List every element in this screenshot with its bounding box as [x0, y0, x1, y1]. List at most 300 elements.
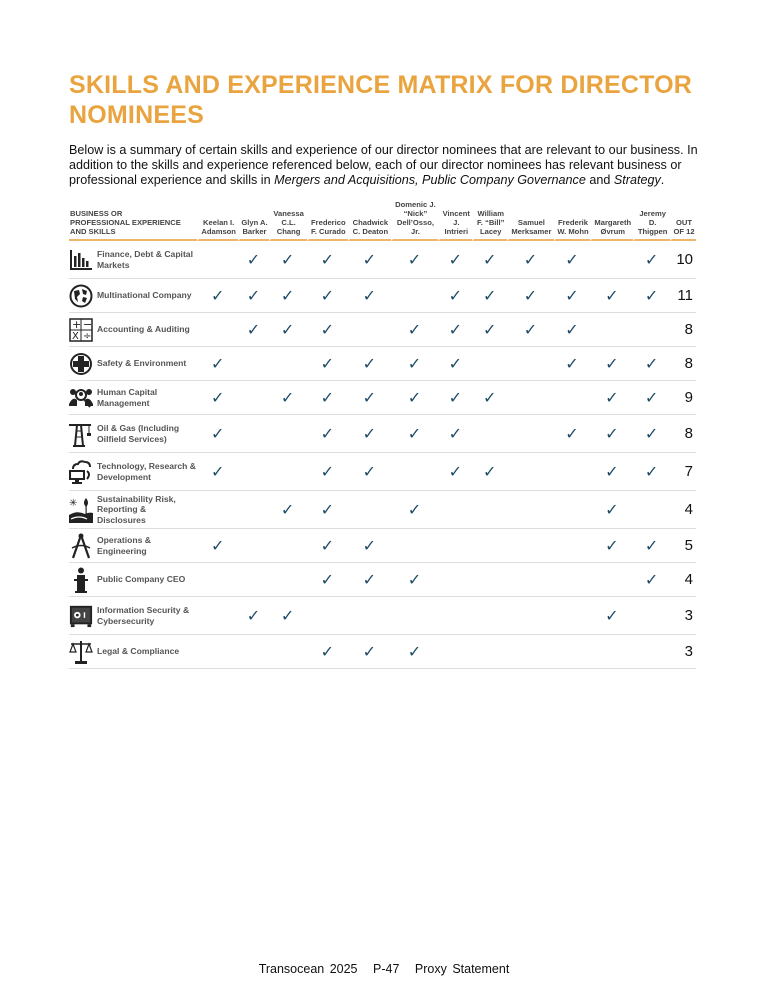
check-cell — [438, 279, 472, 313]
checkmark-icon: ✓ — [407, 425, 422, 443]
intro-text: . — [660, 173, 665, 187]
checkmark-icon: ✓ — [644, 537, 659, 555]
skill-total: 8 — [670, 415, 696, 453]
check-cell — [238, 635, 268, 669]
check-cell — [554, 453, 591, 491]
checkmark-icon: ✓ — [210, 425, 225, 443]
director-column-header: Domenic J. “Nick” Dell’Osso, Jr. — [391, 200, 439, 241]
skill-cell — [69, 313, 197, 347]
checkmark-icon: ✓ — [605, 463, 619, 481]
check-cell — [348, 381, 391, 415]
check-cell — [307, 491, 349, 529]
skill-total: 8 — [670, 313, 696, 347]
skill-total: 10 — [670, 241, 696, 279]
oil-derrick-icon — [69, 421, 93, 447]
checkmark-icon: ✓ — [280, 251, 295, 269]
checkmark-icon: ✓ — [280, 607, 295, 625]
check-cell — [472, 529, 507, 563]
check-cell — [348, 279, 391, 313]
check-cell — [391, 241, 439, 279]
check-cell — [507, 563, 553, 597]
check-cell — [472, 491, 507, 529]
skill-total: 8 — [670, 347, 696, 381]
skill-total: 4 — [670, 563, 696, 597]
skill-cell — [69, 529, 197, 563]
skill-cell — [69, 597, 197, 635]
checkmark-icon: ✓ — [320, 643, 335, 661]
checkmark-icon: ✓ — [448, 321, 462, 339]
checkmark-icon: ✓ — [362, 425, 377, 443]
checkmark-icon: ✓ — [320, 571, 335, 589]
director-column-header: Glyn A. Barker — [238, 200, 268, 241]
checkmark-icon: ✓ — [246, 251, 261, 269]
skill-label: Technology, Research & Development — [97, 461, 197, 482]
check-cell — [633, 279, 670, 313]
svg-text:−: − — [83, 317, 93, 331]
checkmark-icon: ✓ — [280, 389, 295, 407]
check-cell — [633, 529, 670, 563]
check-cell — [269, 563, 307, 597]
skill-cell — [69, 491, 197, 529]
table-row — [69, 491, 696, 529]
intro-text: and — [585, 173, 614, 187]
cloud-computer-icon — [69, 459, 93, 485]
director-column-header: Keelan I. Adamson — [197, 200, 238, 241]
checkmark-icon: ✓ — [644, 571, 659, 589]
checkmark-icon: ✓ — [644, 251, 659, 269]
check-cell — [507, 279, 553, 313]
table-row — [69, 453, 696, 491]
checkmark-icon: ✓ — [644, 355, 659, 373]
checkmark-icon: ✓ — [362, 537, 377, 555]
check-cell — [348, 529, 391, 563]
check-cell — [438, 597, 472, 635]
check-cell — [307, 313, 349, 347]
checkmark-icon: ✓ — [483, 463, 497, 481]
table-row — [69, 279, 696, 313]
check-cell — [197, 491, 238, 529]
checkmark-icon: ✓ — [448, 425, 462, 443]
check-cell — [472, 415, 507, 453]
landscape-sun-icon — [69, 497, 93, 523]
checkmark-icon: ✓ — [210, 355, 225, 373]
check-cell — [238, 529, 268, 563]
check-cell — [197, 381, 238, 415]
skills-matrix-table — [69, 200, 696, 669]
checkmark-icon: ✓ — [605, 389, 619, 407]
checkmark-icon: ✓ — [362, 355, 377, 373]
check-cell — [507, 313, 553, 347]
checkmark-icon: ✓ — [210, 287, 225, 305]
check-cell — [590, 453, 633, 491]
checkmark-icon: ✓ — [605, 607, 619, 625]
checkmark-icon: ✓ — [320, 321, 335, 339]
check-cell — [590, 347, 633, 381]
check-cell — [472, 597, 507, 635]
check-cell — [438, 491, 472, 529]
check-cell — [633, 597, 670, 635]
check-cell — [391, 453, 439, 491]
check-cell — [238, 491, 268, 529]
check-cell — [238, 381, 268, 415]
intro-text: Below is a summary of certain skills and experience of our director nominees that are relevant to our business. In addition to the skills and experience referenced below, each of our director nominees has relevant business or professional experience and skills in — [69, 143, 698, 187]
check-cell — [348, 597, 391, 635]
check-cell — [633, 381, 670, 415]
check-cell — [472, 381, 507, 415]
checkmark-icon: ✓ — [448, 463, 462, 481]
checkmark-icon: ✓ — [644, 287, 659, 305]
skill-label: Human Capital Management — [97, 387, 158, 408]
check-cell — [507, 453, 553, 491]
check-cell — [391, 415, 439, 453]
checkmark-icon: ✓ — [210, 389, 225, 407]
skill-total: 3 — [670, 635, 696, 669]
check-cell — [507, 635, 553, 669]
skill-label: Public Company CEO — [97, 574, 186, 585]
check-cell — [507, 381, 553, 415]
checkmark-icon: ✓ — [565, 321, 579, 339]
check-cell — [307, 529, 349, 563]
check-cell — [438, 635, 472, 669]
check-cell — [633, 453, 670, 491]
check-cell — [348, 453, 391, 491]
checkmark-icon: ✓ — [362, 251, 377, 269]
check-cell — [197, 241, 238, 279]
skill-label: Accounting & Auditing — [97, 324, 190, 335]
checkmark-icon: ✓ — [362, 571, 377, 589]
checkmark-icon: ✓ — [644, 425, 659, 443]
check-cell — [554, 491, 591, 529]
skill-column-header: BUSINESS OR PROFESSIONAL EXPERIENCE AND SKILLS — [69, 200, 197, 241]
check-cell — [554, 241, 591, 279]
checkmark-icon: ✓ — [483, 321, 497, 339]
checkmark-icon: ✓ — [407, 389, 422, 407]
intro-italic-strategy: Strategy — [613, 173, 661, 187]
check-cell — [391, 279, 439, 313]
checkmark-icon: ✓ — [605, 425, 619, 443]
table-row — [69, 347, 696, 381]
check-cell — [438, 313, 472, 347]
check-cell — [238, 347, 268, 381]
checkmark-icon: ✓ — [407, 355, 422, 373]
skill-total: 4 — [670, 491, 696, 529]
check-cell — [438, 415, 472, 453]
skill-cell — [69, 453, 197, 491]
check-cell — [238, 453, 268, 491]
check-cell — [269, 241, 307, 279]
checkmark-icon: ✓ — [605, 501, 619, 519]
check-cell — [472, 279, 507, 313]
check-cell — [197, 635, 238, 669]
svg-text:X: X — [72, 330, 79, 342]
check-cell — [197, 597, 238, 635]
check-cell — [507, 241, 553, 279]
footer-company: Transocean 2025 — [258, 962, 358, 976]
check-cell — [197, 313, 238, 347]
checkmark-icon: ✓ — [407, 321, 422, 339]
checkmark-icon: ✓ — [320, 355, 335, 373]
check-cell — [507, 491, 553, 529]
checkmark-icon: ✓ — [407, 643, 422, 661]
checkmark-icon: ✓ — [280, 287, 295, 305]
footer-document: Proxy Statement — [414, 962, 510, 976]
check-cell — [472, 563, 507, 597]
check-cell — [507, 597, 553, 635]
check-cell — [238, 241, 268, 279]
intro-italic-governance: Mergers and Acquisitions, Public Company Governance — [274, 173, 586, 187]
director-column-header: Chadwick C. Deaton — [348, 200, 391, 241]
skill-total: 9 — [670, 381, 696, 415]
scales-icon — [69, 639, 93, 665]
check-cell — [554, 415, 591, 453]
checkmark-icon: ✓ — [483, 251, 497, 269]
check-cell — [269, 635, 307, 669]
director-column-header: Vanessa C.L. Chang — [269, 200, 307, 241]
check-cell — [197, 529, 238, 563]
skill-total: 11 — [670, 279, 696, 313]
checkmark-icon: ✓ — [523, 287, 538, 305]
check-cell — [472, 453, 507, 491]
check-cell — [554, 563, 591, 597]
check-cell — [307, 563, 349, 597]
check-cell — [472, 635, 507, 669]
check-cell — [307, 597, 349, 635]
checkmark-icon: ✓ — [362, 389, 377, 407]
checkmark-icon: ✓ — [483, 389, 497, 407]
check-cell — [307, 635, 349, 669]
table-row — [69, 563, 696, 597]
skill-total: 5 — [670, 529, 696, 563]
check-cell — [590, 415, 633, 453]
checkmark-icon: ✓ — [565, 251, 579, 269]
check-cell — [438, 563, 472, 597]
check-cell — [590, 241, 633, 279]
check-cell — [438, 453, 472, 491]
check-cell — [590, 381, 633, 415]
check-cell — [238, 563, 268, 597]
checkmark-icon: ✓ — [362, 463, 377, 481]
checkmark-icon: ✓ — [407, 251, 422, 269]
table-row — [69, 529, 696, 563]
check-cell — [472, 313, 507, 347]
safe-icon — [69, 603, 93, 629]
checkmark-icon: ✓ — [320, 463, 335, 481]
skill-label: Legal & Compliance — [97, 646, 180, 657]
checkmark-icon: ✓ — [523, 251, 538, 269]
skill-cell — [69, 347, 197, 381]
check-cell — [554, 313, 591, 347]
check-cell — [554, 597, 591, 635]
total-column-header: OUT OF 12 — [670, 200, 696, 241]
checkmark-icon: ✓ — [246, 321, 261, 339]
check-cell — [590, 635, 633, 669]
check-cell — [307, 241, 349, 279]
skill-cell — [69, 635, 197, 669]
check-cell — [554, 381, 591, 415]
check-cell — [590, 313, 633, 347]
footer-page-number: P-47 — [373, 962, 400, 976]
skill-cell — [69, 279, 197, 313]
table-row — [69, 381, 696, 415]
check-cell — [269, 597, 307, 635]
check-cell — [391, 563, 439, 597]
check-cell — [197, 415, 238, 453]
header-row — [69, 200, 696, 241]
check-cell — [238, 597, 268, 635]
checkmark-icon: ✓ — [246, 287, 261, 305]
check-cell — [633, 241, 670, 279]
people-search-icon — [69, 385, 93, 411]
checkmark-icon: ✓ — [644, 463, 659, 481]
skill-label: Sustainability Risk, Reporting & Disclosures — [97, 493, 176, 525]
table-row — [69, 597, 696, 635]
check-cell — [238, 279, 268, 313]
checkmark-icon: ✓ — [407, 571, 422, 589]
skill-total: 3 — [670, 597, 696, 635]
medical-cross-icon — [69, 351, 93, 377]
checkmark-icon: ✓ — [210, 537, 225, 555]
checkmark-icon: ✓ — [320, 251, 335, 269]
checkmark-icon: ✓ — [280, 321, 295, 339]
checkmark-icon: ✓ — [320, 389, 335, 407]
check-cell — [554, 279, 591, 313]
check-cell — [391, 597, 439, 635]
check-cell — [391, 491, 439, 529]
check-cell — [633, 415, 670, 453]
skill-label: Information Security & Cybersecurity — [97, 605, 190, 626]
check-cell — [633, 491, 670, 529]
checkmark-icon: ✓ — [246, 607, 261, 625]
check-cell — [507, 529, 553, 563]
check-cell — [391, 347, 439, 381]
check-cell — [348, 347, 391, 381]
check-cell — [197, 279, 238, 313]
check-cell — [307, 347, 349, 381]
checkmark-icon: ✓ — [320, 537, 335, 555]
check-cell — [269, 279, 307, 313]
check-cell — [269, 453, 307, 491]
check-cell — [438, 529, 472, 563]
podium-speaker-icon — [69, 567, 93, 593]
check-cell — [590, 597, 633, 635]
check-cell — [554, 347, 591, 381]
table-row — [69, 635, 696, 669]
checkmark-icon: ✓ — [320, 501, 335, 519]
check-cell — [348, 241, 391, 279]
director-column-header: William F. “Bill” Lacey — [472, 200, 507, 241]
checkmark-icon: ✓ — [605, 537, 619, 555]
skill-label: Safety & Environment — [97, 358, 187, 369]
check-cell — [472, 241, 507, 279]
check-cell — [197, 563, 238, 597]
check-cell — [438, 347, 472, 381]
check-cell — [269, 415, 307, 453]
skill-label: Oil & Gas (Including Oilfield Services) — [97, 423, 180, 444]
checkmark-icon: ✓ — [565, 287, 579, 305]
checkmark-icon: ✓ — [362, 287, 377, 305]
skill-cell — [69, 241, 197, 279]
svg-text:✳: ✳ — [69, 497, 78, 509]
checkmark-icon: ✓ — [523, 321, 538, 339]
intro-paragraph — [69, 143, 709, 188]
table-row — [69, 241, 696, 279]
check-cell — [633, 347, 670, 381]
director-column-header: Frederico F. Curado — [307, 200, 349, 241]
checkmark-icon: ✓ — [210, 463, 225, 481]
check-cell — [633, 563, 670, 597]
director-column-header: Samuel Merksamer — [507, 200, 553, 241]
check-cell — [307, 381, 349, 415]
check-cell — [197, 347, 238, 381]
check-cell — [307, 415, 349, 453]
checkmark-icon: ✓ — [280, 501, 295, 519]
skill-label: Finance, Debt & Capital Markets — [97, 249, 193, 270]
skill-label: Operations & Engineering — [97, 535, 151, 556]
check-cell — [391, 529, 439, 563]
check-cell — [438, 381, 472, 415]
table-row — [69, 415, 696, 453]
skill-cell — [69, 415, 197, 453]
checkmark-icon: ✓ — [448, 355, 462, 373]
check-cell — [269, 381, 307, 415]
svg-text:÷: ÷ — [83, 330, 92, 342]
check-cell — [633, 313, 670, 347]
checkmark-icon: ✓ — [362, 643, 377, 661]
check-cell — [590, 563, 633, 597]
check-cell — [348, 563, 391, 597]
page-footer — [0, 962, 768, 976]
checkmark-icon: ✓ — [605, 355, 619, 373]
check-cell — [391, 381, 439, 415]
check-cell — [633, 635, 670, 669]
check-cell — [269, 491, 307, 529]
checkmark-icon: ✓ — [407, 501, 422, 519]
check-cell — [269, 347, 307, 381]
checkmark-icon: ✓ — [605, 287, 619, 305]
director-column-header: Jeremy D. Thigpen — [633, 200, 670, 241]
checkmark-icon: ✓ — [320, 425, 335, 443]
check-cell — [307, 453, 349, 491]
check-cell — [238, 313, 268, 347]
skill-label: Multinational Company — [97, 290, 192, 301]
check-cell — [348, 415, 391, 453]
check-cell — [307, 279, 349, 313]
skill-cell — [69, 563, 197, 597]
checkmark-icon: ✓ — [320, 287, 335, 305]
check-cell — [348, 313, 391, 347]
table-row — [69, 313, 696, 347]
check-cell — [590, 279, 633, 313]
check-cell — [472, 347, 507, 381]
check-cell — [590, 529, 633, 563]
director-column-header: Margareth Øvrum — [590, 200, 633, 241]
skill-cell — [69, 381, 197, 415]
svg-text:+: + — [72, 317, 82, 331]
check-cell — [507, 415, 553, 453]
director-column-header: Frederik W. Mohn — [554, 200, 591, 241]
check-cell — [348, 491, 391, 529]
checkmark-icon: ✓ — [565, 355, 579, 373]
checkmark-icon: ✓ — [483, 287, 497, 305]
check-cell — [197, 453, 238, 491]
checkmark-icon: ✓ — [565, 425, 579, 443]
check-cell — [348, 635, 391, 669]
check-cell — [507, 347, 553, 381]
check-cell — [391, 635, 439, 669]
skill-total: 7 — [670, 453, 696, 491]
compass-icon — [69, 533, 93, 559]
check-cell — [554, 635, 591, 669]
